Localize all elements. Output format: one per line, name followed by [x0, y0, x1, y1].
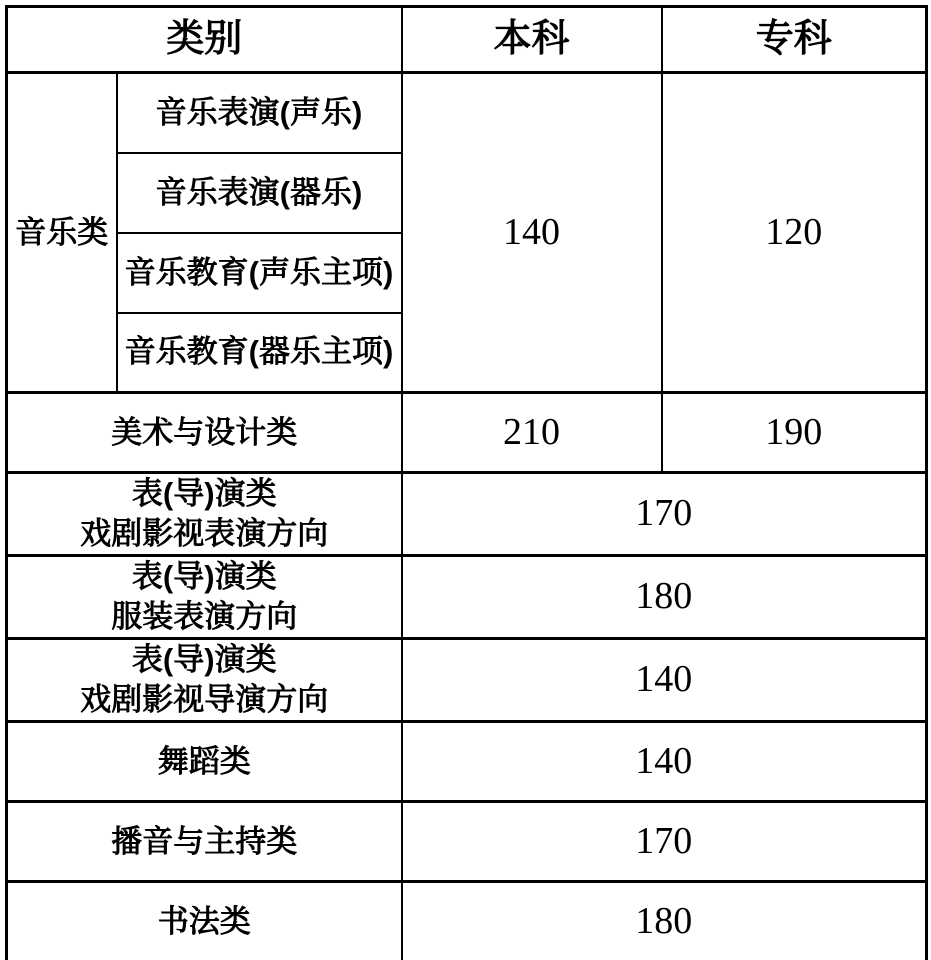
label-line-1: 表(导)演类 [131, 476, 277, 511]
calligraphy-label: 书法类 [7, 882, 402, 960]
music-sub-label-2: 音乐表演(器乐) [117, 153, 402, 233]
score-line-table [5, 5, 928, 960]
music-benke-score: 140 [402, 73, 662, 393]
header-zhuanke: 专科 [662, 7, 927, 73]
fashion-performance-score: 180 [402, 556, 927, 639]
broadcasting-score: 170 [402, 802, 927, 882]
music-group-label: 音乐类 [7, 73, 117, 393]
label-line-1: 表(导)演类 [131, 559, 277, 594]
broadcasting-label: 播音与主持类 [7, 802, 402, 882]
fashion-performance-label [7, 556, 402, 639]
art-design-zhuanke-score: 190 [662, 393, 927, 473]
calligraphy-score: 180 [402, 882, 927, 960]
acting-performance-label [7, 473, 402, 556]
dance-score: 140 [402, 722, 927, 802]
music-sub-label-3: 音乐教育(声乐主项) [117, 233, 402, 313]
dance-row [7, 722, 927, 802]
label-line-2: 戏剧影视导演方向 [80, 682, 329, 717]
label-line-1: 表(导)演类 [131, 642, 277, 677]
header-category: 类别 [7, 7, 402, 73]
calligraphy-row [7, 882, 927, 960]
directing-row [7, 639, 927, 722]
acting-performance-row [7, 473, 927, 556]
fashion-performance-row [7, 556, 927, 639]
art-design-row [7, 393, 927, 473]
dance-label: 舞蹈类 [7, 722, 402, 802]
directing-label [7, 639, 402, 722]
art-design-label: 美术与设计类 [7, 393, 402, 473]
broadcasting-row [7, 802, 927, 882]
directing-score: 140 [402, 639, 927, 722]
acting-performance-score: 170 [402, 473, 927, 556]
header-row [7, 7, 927, 73]
header-benke: 本科 [402, 7, 662, 73]
art-design-benke-score: 210 [402, 393, 662, 473]
music-zhuanke-score: 120 [662, 73, 927, 393]
music-row-1 [7, 73, 927, 153]
music-sub-label-4: 音乐教育(器乐主项) [117, 313, 402, 393]
label-line-2: 服装表演方向 [111, 599, 298, 634]
music-sub-label-1: 音乐表演(声乐) [117, 73, 402, 153]
label-line-2: 戏剧影视表演方向 [80, 516, 329, 551]
